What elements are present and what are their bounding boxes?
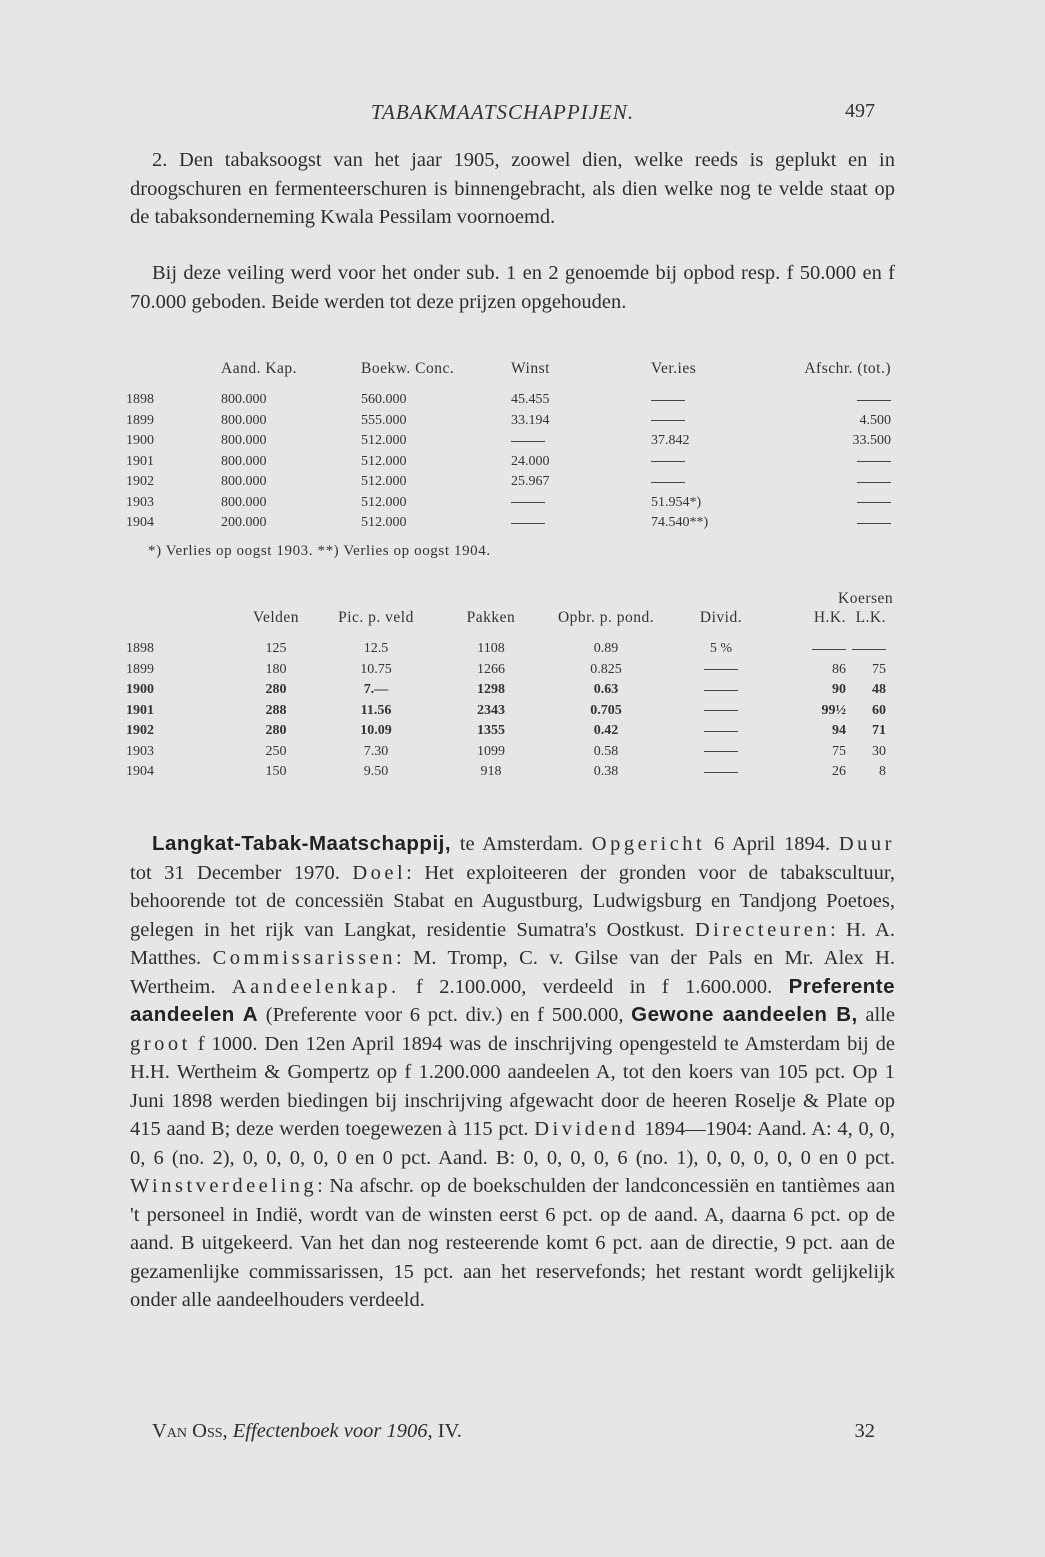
cell-opbr-p-pond: 0.58 [593, 743, 619, 759]
cell-hk: 99½ [821, 702, 846, 718]
running-title: TABAKMAATSCHAPPIJEN. [370, 100, 635, 124]
entry-text: : M. Tromp, C. v. Gilse van der Pals en Mr. Alex H. Wertheim. [130, 947, 896, 998]
table-row [126, 721, 886, 742]
cell-boekw-conc: 512.000 [361, 515, 407, 531]
label-commissarissen: Commissarissen [212, 947, 396, 969]
dash-mark [651, 400, 685, 401]
cell-pic-p-veld: 10.75 [360, 661, 392, 677]
cell-year: 1903 [126, 494, 154, 510]
cell-verlies: 37.842 [651, 433, 690, 449]
cell-pic-p-veld: 10.09 [360, 723, 392, 739]
cell-afschr [771, 472, 891, 493]
cell-pakken: 1108 [477, 641, 505, 657]
cell-hk [766, 639, 852, 660]
col-header-pic-p-veld: Pic. p. veld [338, 609, 414, 626]
col-header-year [126, 609, 246, 639]
dash-mark [704, 669, 738, 670]
cell-winst [511, 431, 651, 452]
footer-signature: 32 [854, 1420, 875, 1442]
cell-year: 1904 [126, 515, 154, 531]
cell-opbr-p-pond: 0.42 [593, 723, 619, 739]
col-header-velden: Velden [252, 609, 300, 626]
cell-divid [676, 721, 766, 742]
financial-table [126, 360, 891, 534]
paragraph-text: Bij deze veiling werd voor het onder sub. 1 en 2 genoemde bij opbod resp. f 50.000 en f 70.000 geboden. Beide werden tot deze prijzen opgehouden. [130, 262, 895, 313]
cell-lk: 71 [872, 723, 886, 739]
cell-lk: 48 [872, 682, 886, 698]
footer-author: Van Oss, [152, 1420, 228, 1442]
harvest-table [126, 609, 886, 783]
cell-lk: 60 [872, 702, 886, 718]
cell-verlies [651, 411, 771, 432]
cell-year: 1899 [126, 412, 154, 428]
cell-opbr-p-pond: 0.38 [593, 764, 619, 780]
entry-text: : H. A. Matthes. [130, 918, 895, 969]
entry-text: 1894—1904: Aand. A: 4, 0, 0, 0, 6 (no. 2), 0, 0, 0, 0, 0 en 0 pct. Aand. B: 0, 0, 0, 0, 6 (no. 1), 0, 0, 0, 0, 0 en 0 pct. [130, 1118, 895, 1169]
cell-hk: 26 [832, 764, 846, 780]
cell-afschr [771, 493, 891, 514]
cell-afschr [771, 390, 891, 411]
entry-text: f 1000. Den 12en April 1894 was de inschrijving opengesteld te Amsterdam bij de H.H. Wertheim & Gompertz op f 1.200.000 aandeelen A, tot den koers van 105 pct. Op 1 Juni 1898 werden biedingen bij inschrijving afgewacht door de heeren Roselje & Plate op 415 aand B; deze werden toegewezen à 115 pct. [130, 1032, 895, 1140]
company-name: Langkat-Tabak-Maatschappij, [152, 832, 452, 855]
cell-pakken: 1355 [477, 723, 505, 739]
cell-verlies [651, 390, 771, 411]
cell-velden: 250 [265, 743, 287, 759]
cell-verlies: 51.954*) [651, 494, 702, 510]
cell-pakken: 918 [480, 764, 502, 780]
cell-year: 1903 [126, 743, 154, 759]
cell-year: 1898 [126, 392, 154, 408]
cell-velden: 150 [265, 764, 287, 780]
cell-opbr-p-pond: 0.705 [590, 702, 622, 718]
table-row [126, 452, 891, 473]
table-row [126, 411, 891, 432]
cell-winst: 24.000 [511, 453, 550, 469]
entry-text: tot 31 December 1970. [130, 861, 353, 884]
cell-year: 1900 [126, 433, 154, 449]
table-row [126, 762, 886, 783]
entry-text: : Na afschr. op de boekschulden der landconcessiën en tantièmes aan 't personeel in Indië, wordt van de winsten eerst 6 pct. op de aand. A, daarna 6 pct. op de aand. B uitgekeerd. Van het dan nog resteerende komt 6 pct. aan de directie, 9 pct. aan de gezamenlijke commissarissen, 15 pct. aan het reservefonds; het restant wordt gelijkelijk onder alle aandeelhouders verdeeld. [130, 1175, 895, 1311]
cell-pic-p-veld: 7.30 [363, 743, 389, 759]
cell-aand-kap: 800.000 [221, 453, 267, 469]
table-row [126, 742, 886, 763]
koersen-group-header: Koersen [838, 590, 894, 607]
table-row [126, 493, 891, 514]
table-header-row [126, 609, 886, 639]
cell-verlies [651, 452, 771, 473]
cell-pic-p-veld: 7.— [363, 682, 389, 698]
cell-winst [511, 493, 651, 514]
cell-velden: 280 [265, 682, 287, 698]
table-row [126, 431, 891, 452]
col-header-hk: H.K. [813, 609, 846, 626]
cell-lk [852, 639, 886, 660]
col-header-afschr: Afschr. (tot.) [804, 360, 891, 377]
cell-boekw-conc: 560.000 [361, 392, 407, 408]
cell-boekw-conc: 512.000 [361, 433, 407, 449]
cell-winst [511, 513, 651, 534]
cell-year: 1898 [126, 641, 154, 657]
cell-boekw-conc: 512.000 [361, 453, 407, 469]
dash-mark [857, 482, 891, 483]
cell-year: 1904 [126, 764, 154, 780]
cell-verlies [651, 472, 771, 493]
dash-mark [651, 461, 685, 462]
entry-text: 6 April 1894. [705, 833, 839, 855]
label-preferente-aandeelen: Preferente aandeelen A [130, 974, 895, 1026]
cell-year: 1899 [126, 661, 154, 677]
label-dividend: Dividend [534, 1118, 639, 1140]
dash-mark [511, 502, 545, 503]
entry-text: te Amsterdam. [451, 833, 592, 855]
page-number: 497 [845, 100, 875, 122]
cell-hk: 90 [832, 682, 846, 698]
page-footer [130, 1420, 875, 1443]
label-aandeelenkap: Aandeelenkap. [231, 975, 400, 998]
table-row [126, 680, 886, 701]
cell-velden: 180 [265, 661, 287, 677]
cell-winst: 33.194 [511, 412, 550, 428]
cell-boekw-conc: 555.000 [361, 412, 407, 428]
label-winstverdeeling: Winstverdeeling [130, 1175, 318, 1197]
cell-boekw-conc: 512.000 [361, 474, 407, 490]
table-row [126, 472, 891, 493]
dash-mark [852, 649, 886, 650]
dash-mark [812, 649, 846, 650]
col-header-year [126, 360, 221, 390]
cell-pakken: 1298 [477, 682, 505, 698]
col-header-aand-kap: Aand. Kap. [221, 360, 298, 377]
label-duur: Duur [838, 833, 895, 855]
cell-divid: 5 % [709, 641, 733, 657]
dash-mark [704, 731, 738, 732]
cell-winst: 45.455 [511, 392, 550, 408]
cell-divid [676, 701, 766, 722]
cell-verlies: 74.540**) [651, 515, 709, 531]
footer-book-title: Effectenboek voor 1906, [232, 1420, 433, 1442]
cell-velden: 280 [265, 723, 287, 739]
cell-opbr-p-pond: 0.63 [593, 682, 619, 698]
dash-mark [704, 772, 738, 773]
col-header-winst: Winst [511, 360, 550, 377]
table-row [126, 660, 886, 681]
label-groot: groot [130, 1032, 191, 1055]
cell-boekw-conc: 512.000 [361, 494, 407, 510]
cell-afschr: 4.500 [859, 412, 891, 428]
cell-divid [676, 680, 766, 701]
cell-hk: 75 [832, 743, 846, 759]
label-opgericht: Opgericht [591, 833, 706, 855]
cell-hk: 86 [832, 661, 846, 677]
col-header-lk: L.K. [855, 609, 886, 626]
running-header [130, 100, 875, 130]
col-header-opbr-p-pond: Opbr. p. pond. [557, 609, 655, 626]
cell-afschr [771, 513, 891, 534]
dash-mark [651, 482, 685, 483]
cell-lk: 8 [879, 764, 886, 780]
cell-lk: 30 [872, 743, 886, 759]
dash-mark [511, 523, 545, 524]
cell-divid [676, 660, 766, 681]
cell-pic-p-veld: 9.50 [363, 764, 389, 780]
cell-velden: 288 [265, 702, 287, 718]
cell-opbr-p-pond: 0.89 [593, 641, 619, 657]
cell-opbr-p-pond: 0.825 [590, 661, 622, 677]
dash-mark [857, 461, 891, 462]
cell-divid [676, 742, 766, 763]
cell-aand-kap: 800.000 [221, 392, 267, 408]
cell-hk: 94 [832, 723, 846, 739]
col-header-boekw-conc: Boekw. Conc. [361, 360, 455, 377]
cell-divid [676, 762, 766, 783]
cell-year: 1900 [126, 682, 154, 698]
cell-aand-kap: 800.000 [221, 412, 267, 428]
cell-pakken: 1099 [477, 743, 505, 759]
cell-year: 1901 [126, 702, 154, 718]
dash-mark [857, 502, 891, 503]
cell-aand-kap: 800.000 [221, 474, 267, 490]
entry-text: f 2.100.000, verdeeld in f 1.600.000. [399, 975, 789, 998]
cell-pakken: 1266 [477, 661, 505, 677]
dash-mark [651, 420, 685, 421]
entry-text: alle [857, 1004, 895, 1026]
cell-velden: 125 [265, 641, 287, 657]
cell-pic-p-veld: 11.56 [360, 702, 392, 718]
cell-year: 1902 [126, 723, 154, 739]
paragraph-auction [130, 259, 895, 316]
paragraph-harvest [130, 146, 895, 232]
cell-aand-kap: 800.000 [221, 433, 267, 449]
label-directeuren: Directeuren [694, 918, 831, 941]
dash-mark [704, 751, 738, 752]
cell-year: 1901 [126, 453, 154, 469]
entry-text: : Het exploiteeren der gronden voor de tabakscultuur, behoorende tot de concessiën Stabat en Augustburg, Ludwigsburg en Tandjong Poetoes, gelegen in het rijk van Langkat, residentie Sumatra's Oostkust. [130, 861, 895, 941]
cell-lk: 75 [872, 661, 886, 677]
paragraph-text: 2. Den tabaksoogst van het jaar 1905, zoowel dien, welke reeds is geplukt en in droogschuren en fermenteerschuren is binnengebracht, als dien welke nog te velde staat op de tabaksonderneming Kwala Pessilam voornoemd. [130, 149, 895, 228]
table-row [126, 390, 891, 411]
label-gewone-aandeelen: Gewone aandeelen B, [631, 1003, 858, 1026]
table-footnote: *) Verlies op oogst 1903. **) Verlies op oogst 1904. [148, 543, 491, 559]
table-row [126, 639, 886, 660]
table-row [126, 513, 891, 534]
table-header-row [126, 360, 891, 390]
cell-winst: 25.967 [511, 474, 550, 490]
footer-volume: IV. [437, 1420, 462, 1442]
cell-afschr [771, 452, 891, 473]
cell-afschr: 33.500 [852, 433, 891, 449]
cell-year: 1902 [126, 474, 154, 490]
company-entry [130, 830, 895, 1315]
dash-mark [704, 710, 738, 711]
label-doel: Doel [352, 861, 407, 884]
cell-aand-kap: 800.000 [221, 494, 267, 510]
table-row [126, 701, 886, 722]
dash-mark [511, 441, 545, 442]
dash-mark [857, 523, 891, 524]
cell-aand-kap: 200.000 [221, 515, 267, 531]
col-header-pakken: Pakken [466, 609, 516, 626]
entry-text: (Preferente voor 6 pct. div.) en f 500.000, [258, 1004, 632, 1026]
col-header-divid: Divid. [699, 609, 743, 626]
cell-pakken: 2343 [477, 702, 505, 718]
dash-mark [857, 400, 891, 401]
cell-pic-p-veld: 12.5 [363, 641, 389, 657]
dash-mark [704, 690, 738, 691]
col-header-verlies: Ver.ies [651, 360, 697, 377]
